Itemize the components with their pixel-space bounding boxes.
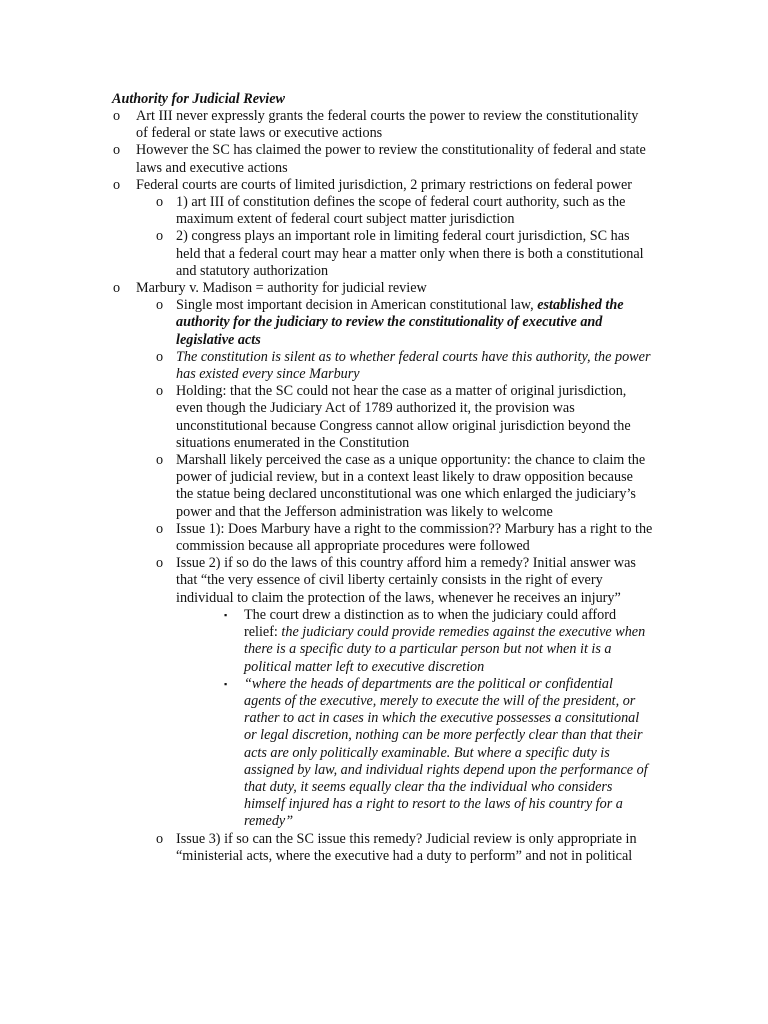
square-bullet-marker: ▪ xyxy=(224,678,228,689)
italic-text: The constitution is silent as to whether federal courts have this authority, the power has existed every since Marbury xyxy=(176,348,651,383)
sub-list-item: o Issue 1): Does Marbury have a right to the commission?? Marbury has a right to the commission because all appropriate procedures were followed xyxy=(156,520,653,555)
sub-list-item: o 2) congress plays an important role in limiting federal court jurisdiction, SC has held that a federal court may hear a matter only when there is both a constitutional and statutory authorization xyxy=(156,228,644,279)
italic-text: the judiciary could provide remedies against the executive when there is a specific duty to a particular person but not when it is a political matter left to executive discretion xyxy=(244,624,646,675)
sub-list-item: o Marshall likely perceived the case as a unique opportunity: the chance to claim the power of judicial review, but in a context least likely to draw opposition because the statue being declared unconstitutional was one which enlarged the judiciary’s power and that the Jefferson administration was likely to welcome xyxy=(156,452,646,520)
list-item: o Marbury v. Madison = authority for judicial review o Single most important decision in American constitutional law, established the authority for the judiciary to review the constitutionality of executive and legislative acts o The constitution is silent as to whether federal courts have this authority, the power has existed every since Marbury o Holding: that the SC could not hear the case as a matter of original jurisdiction, even though the Judiciary Act of 1789 authorized it, the provision was unconstitutional because Congress cannot allow original jurisdiction beyond the situations enumerated in the Constitution o Marshall likely perceived the case as a unique opportunity: the chance to claim the power of judicial review, but in a context least likely to draw opposition because the statue being declared unconstitutional was one which enlarged the judiciary’s power and that the Jefferson administration was likely to welcome o Issue 1): Does Marbury have a right to the commission?? Marbury has a right to the commission because all appropriate procedures were followed o Issue 2) if so do the laws of this country afford him a remedy? Initial answer was that “the very essence of civil liberty certainly consists in the right of every individual to claim the protection of the laws, whenever he receives an injury” ▪ The court drew a distinction as to when the judiciary could afford relief: the judiciary could provide remedies against the executive when there is a specific duty to a particular person but not when it is a political matter left to executive discretion ▪ “where the heads of departments are the political or confidential agents of the executive, merely to execute the will of the president, or rather to act in cases in which the executive possesses a consitutional or legal discretion, nothing can be more perfectly clear than that their acts are only politically examinable. But where a specific duty is assigned by law, and individual rights depend upon the performance of that duty, it seems equally clear tha the individual who considers himself injured has a right to resort to the laws of his country for a remedy” o Issue 3) if so can the SC issue this remedy? Judicial review is only appropriate in “ministerial acts, where the executive had a duty to perform” and not in political xyxy=(113,280,653,864)
sub-list-item: o Issue 3) if so can the SC issue this remedy? Judicial review is only appropriate in “ministerial acts, where the executive had a duty to perform” and not in political xyxy=(156,830,637,864)
bullet-marker: o xyxy=(156,555,164,572)
list-item: o Art III never expressly grants the federal courts the power to review the constitutionality of federal or state laws or executive actions xyxy=(113,108,639,142)
square-bullet-marker: ▪ xyxy=(224,609,228,620)
bullet-marker: o xyxy=(156,228,164,245)
sub-list xyxy=(136,194,653,280)
bullet-marker: o xyxy=(156,297,164,314)
bullet-marker: o xyxy=(156,194,164,211)
bullet-marker: o xyxy=(113,280,121,297)
sub-list-item xyxy=(136,349,653,383)
outline-list xyxy=(113,108,653,865)
bullet-marker: o xyxy=(156,348,164,365)
sub-sub-list xyxy=(176,607,653,831)
sub-list-item: o 1) art III of constitution defines the scope of federal court authority, such as the maximum extent of federal court subject matter jurisdiction xyxy=(156,194,626,228)
bullet-marker: o xyxy=(113,142,121,159)
list-item: o Federal courts are courts of limited jurisdiction, 2 primary restrictions on federal power o 1) art III of constitution defines the scope of federal court authority, such as the maximum extent of federal court subject matter jurisdiction o 2) congress plays an important role in limiting federal court jurisdiction, SC has held that a federal court may hear a matter only when there is both a constitutional and statutory authorization xyxy=(113,177,653,280)
sub-sub-list-item: ▪ The court drew a distinction as to when the judiciary could afford relief: the judiciary could provide remedies against the executive when there is a specific duty to a particular person but not when it is a political matter left to executive discretion xyxy=(224,606,646,675)
bullet-marker: o xyxy=(156,520,164,537)
sub-list-item: o Single most important decision in American constitutional law, established the authority for the judiciary to review the constitutionality of executive and legislative acts xyxy=(156,297,624,348)
section-heading: Authority for Judicial Review xyxy=(112,91,286,107)
sub-list-item: o Issue 2) if so do the laws of this country afford him a remedy? Initial answer was that “the very essence of civil liberty certainly consists in the right of every individual to claim the protection of the laws, whenever he receives an injury” ▪ The court drew a distinction as to when the judiciary could afford relief: the judiciary could provide remedies against the executive when there is a specific duty to a particular person but not when it is a political matter left to executive discretion ▪ “where the heads of departments are the political or confidential agents of the executive, merely to execute the will of the president, or rather to act in cases in which the executive possesses a consitutional or legal discretion, nothing can be more perfectly clear than that their acts are only politically examinable. But where a specific duty is assigned by law, and individual rights depend upon the performance of that duty, it seems equally clear tha the individual who considers himself injured has a right to resort to the laws of his country for a remedy” xyxy=(136,555,653,830)
sub-list xyxy=(136,297,653,865)
bullet-marker: o xyxy=(156,830,164,847)
italic-quote: “where the heads of departments are the political or confidential agents of the executive, merely to execute the will of the president, or rather to act in cases in which the executive possesses a consitutional or legal discretion, nothing can be more perfectly clear than that their acts are only politically examinable. But where a specific duty is assigned by law, and individual rights depend upon the performance of that duty, it seems equally clear tha the individual who considers himself injured has a right to resort to the laws of his country for a remedy” xyxy=(244,675,648,830)
bullet-marker: o xyxy=(113,108,121,124)
emphasis-text: established the authority for the judiciary to review the constitutionality of executive and legislative acts xyxy=(176,297,624,348)
bullet-marker: o xyxy=(156,383,164,400)
bullet-marker: o xyxy=(113,176,121,193)
list-item: o However the SC has claimed the power to review the constitutionality of federal and state laws and executive actions xyxy=(113,142,646,176)
sub-sub-list-item xyxy=(176,676,653,831)
sub-list-item: o Holding: that the SC could not hear the case as a matter of original jurisdiction, even though the Judiciary Act of 1789 authorized it, the provision was unconstitutional because Congress cannot allow original jurisdiction beyond the situations enumerated in the Constitution xyxy=(156,383,631,451)
bullet-marker: o xyxy=(156,452,164,469)
